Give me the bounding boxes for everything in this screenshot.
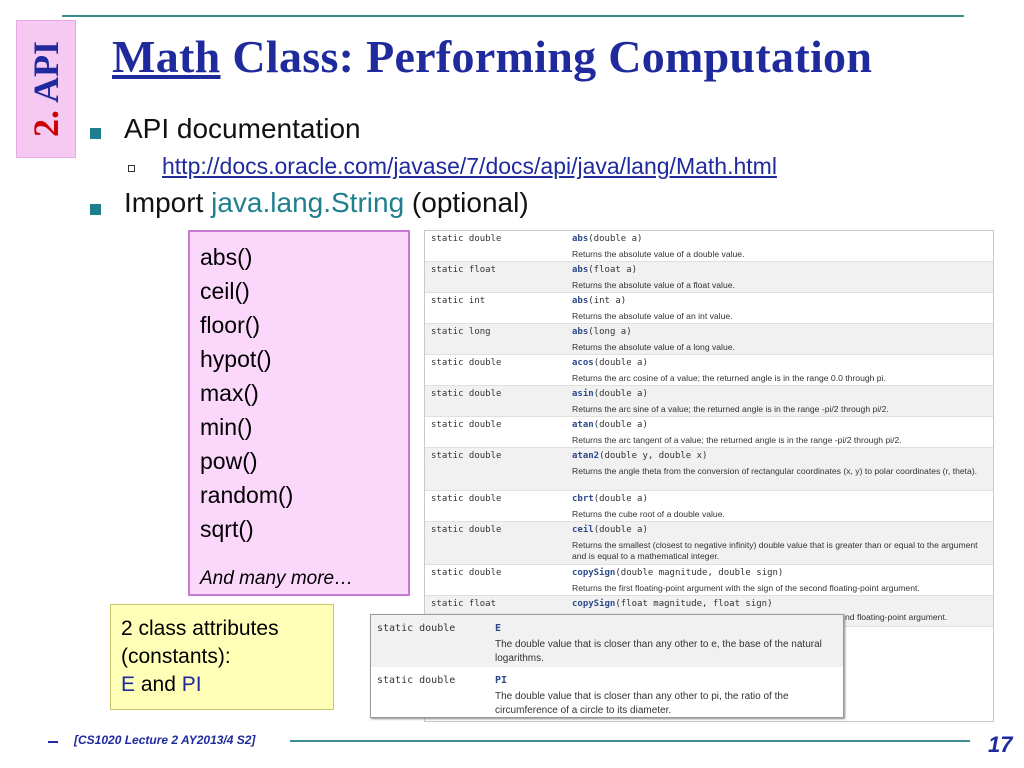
constant-type: static double xyxy=(377,675,456,686)
bullet-api-documentation: API documentation xyxy=(124,113,361,144)
method-description: Returns the first floating-point argument with the sign of the second floating-point argument. xyxy=(572,583,920,593)
method-signature xyxy=(572,389,648,399)
constant-name-link[interactable]: PI xyxy=(495,675,508,686)
method-return-type: static double xyxy=(431,420,502,430)
method-return-type: static double xyxy=(431,389,502,399)
method-item: floor() xyxy=(200,312,261,338)
constant-name-link[interactable]: E xyxy=(495,623,502,634)
method-name-link[interactable]: asin xyxy=(572,389,594,399)
constants-table xyxy=(370,614,844,718)
method-return-type: static double xyxy=(431,358,502,368)
method-name-link[interactable]: atan2 xyxy=(572,451,600,461)
method-params: (float magnitude, float sign) xyxy=(615,599,773,609)
footer-course: [CS1020 Lecture 2 AY2013/4 S2] xyxy=(74,733,256,747)
import-prefix: Import xyxy=(124,187,212,218)
page-number: 17 xyxy=(988,732,1013,757)
method-name-link[interactable]: abs xyxy=(572,234,589,244)
table-row xyxy=(425,262,993,293)
method-description: Returns the absolute value of a double value. xyxy=(572,249,745,259)
import-class: java.lang.String xyxy=(211,187,405,218)
method-return-type: static double xyxy=(431,568,502,578)
slide-title xyxy=(112,30,872,83)
method-params: (float a) xyxy=(588,265,638,275)
method-return-type: static float xyxy=(431,265,497,275)
method-signature xyxy=(572,327,632,337)
table-row xyxy=(425,565,993,596)
bullet-marker-icon xyxy=(90,128,101,139)
method-item: hypot() xyxy=(200,346,272,372)
method-name-link[interactable]: acos xyxy=(572,358,594,368)
section-tab xyxy=(16,20,76,158)
method-signature xyxy=(572,525,648,535)
top-rule xyxy=(62,15,964,17)
footer-rule xyxy=(290,740,970,742)
table-row xyxy=(371,615,843,667)
method-item: abs() xyxy=(200,244,253,270)
constants-line-1: 2 class attributes xyxy=(121,617,279,640)
method-name-link[interactable]: copySign xyxy=(572,599,616,609)
constant-e: E xyxy=(121,673,136,696)
method-name-link[interactable]: abs xyxy=(572,327,589,337)
table-row xyxy=(425,417,993,448)
method-description: Returns the cube root of a double value. xyxy=(572,509,725,519)
import-suffix: (optional) xyxy=(404,187,529,218)
constants-line-3 xyxy=(121,671,279,699)
method-signature xyxy=(572,599,773,609)
method-params: (long a) xyxy=(588,327,632,337)
method-signature xyxy=(572,568,783,578)
method-description: Returns the arc tangent of a value; the returned angle is in the range -pi/2 through pi/2. xyxy=(572,435,902,445)
method-params: (double y, double x) xyxy=(599,451,708,461)
method-return-type: static double xyxy=(431,525,502,535)
constants-and: and xyxy=(135,673,182,696)
method-params: (double a) xyxy=(593,389,648,399)
method-params: (double a) xyxy=(593,525,648,535)
more-methods-note: And many more… xyxy=(200,568,354,589)
method-return-type: static int xyxy=(431,296,486,306)
method-item: max() xyxy=(200,380,259,406)
table-row xyxy=(425,491,993,522)
constants-line-2: (constants): xyxy=(121,645,231,668)
method-description: Returns the absolute value of a float value. xyxy=(572,280,735,290)
method-item: ceil() xyxy=(200,278,250,304)
method-signature xyxy=(572,358,648,368)
method-params: (double magnitude, double sign) xyxy=(615,568,784,578)
method-description: Returns the angle theta from the conversion of rectangular coordinates (x, y) to polar coordinates (r, theta). xyxy=(572,466,978,476)
method-name-link[interactable]: cbrt xyxy=(572,494,594,504)
method-name-link[interactable]: abs xyxy=(572,265,589,275)
method-item: min() xyxy=(200,414,253,440)
section-tab-label xyxy=(25,41,67,137)
method-return-type: static double xyxy=(431,494,502,504)
method-params: (double a) xyxy=(593,420,648,430)
title-rest: Class: Performing Computation xyxy=(232,31,873,82)
table-row xyxy=(425,522,993,565)
method-return-type: static float xyxy=(431,599,497,609)
method-signature xyxy=(572,451,707,461)
method-description: Returns the smallest (closest to negative infinity) double value that is greater than or equal to the argument and is equal to a mathematical integer. xyxy=(572,540,978,561)
method-return-type: static long xyxy=(431,327,491,337)
method-item: sqrt() xyxy=(200,516,254,542)
method-signature xyxy=(572,494,648,504)
table-row xyxy=(425,355,993,386)
method-return-type: static double xyxy=(431,234,502,244)
method-params: (int a) xyxy=(588,296,627,306)
methods-list xyxy=(200,240,293,546)
method-name-link[interactable]: abs xyxy=(572,296,589,306)
method-description: Returns the arc sine of a value; the returned angle is in the range -pi/2 through pi/2. xyxy=(572,404,889,414)
method-item: random() xyxy=(200,482,294,508)
sub-bullet-marker-icon xyxy=(128,165,135,172)
method-signature xyxy=(572,420,648,430)
table-row xyxy=(425,293,993,324)
table-row xyxy=(425,448,993,491)
constants-callout xyxy=(110,604,334,710)
method-params: (double a) xyxy=(593,358,648,368)
table-row xyxy=(425,324,993,355)
title-math-link[interactable]: Math xyxy=(112,31,221,82)
method-params: (double a) xyxy=(593,494,648,504)
section-name: API xyxy=(26,40,66,103)
constant-description: The double value that is closer than any other to pi, the ratio of the circumference of a circle to its diameter. xyxy=(495,691,789,716)
method-signature xyxy=(572,265,637,275)
section-number: 2. xyxy=(26,110,66,138)
method-description: Returns the absolute value of an int value. xyxy=(572,311,733,321)
method-return-type: static double xyxy=(431,451,502,461)
constant-type: static double xyxy=(377,623,456,634)
constant-pi: PI xyxy=(181,673,202,696)
method-description: Returns the absolute value of a long value. xyxy=(572,342,735,352)
methods-box xyxy=(188,230,410,596)
footer-dash xyxy=(48,741,58,743)
method-signature xyxy=(572,234,642,244)
method-description: Returns the arc cosine of a value; the returned angle is in the range 0.0 through pi. xyxy=(572,373,886,383)
method-name-link[interactable]: atan xyxy=(572,420,594,430)
method-item: pow() xyxy=(200,448,258,474)
bullet-import xyxy=(124,187,529,219)
method-signature xyxy=(572,296,626,306)
method-description: nd floating-point argument. xyxy=(845,612,948,622)
table-row xyxy=(425,231,993,262)
constant-description: The double value that is closer than any other to e, the base of the natural logarithms. xyxy=(495,639,822,664)
method-name-link[interactable]: ceil xyxy=(572,525,594,535)
method-params: (double a) xyxy=(588,234,643,244)
table-row xyxy=(371,667,843,718)
method-name-link[interactable]: copySign xyxy=(572,568,616,578)
api-doc-link[interactable]: http://docs.oracle.com/javase/7/docs/api/java/lang/Math.html xyxy=(162,153,777,179)
bullet-marker-icon xyxy=(90,204,101,215)
table-row xyxy=(425,386,993,417)
